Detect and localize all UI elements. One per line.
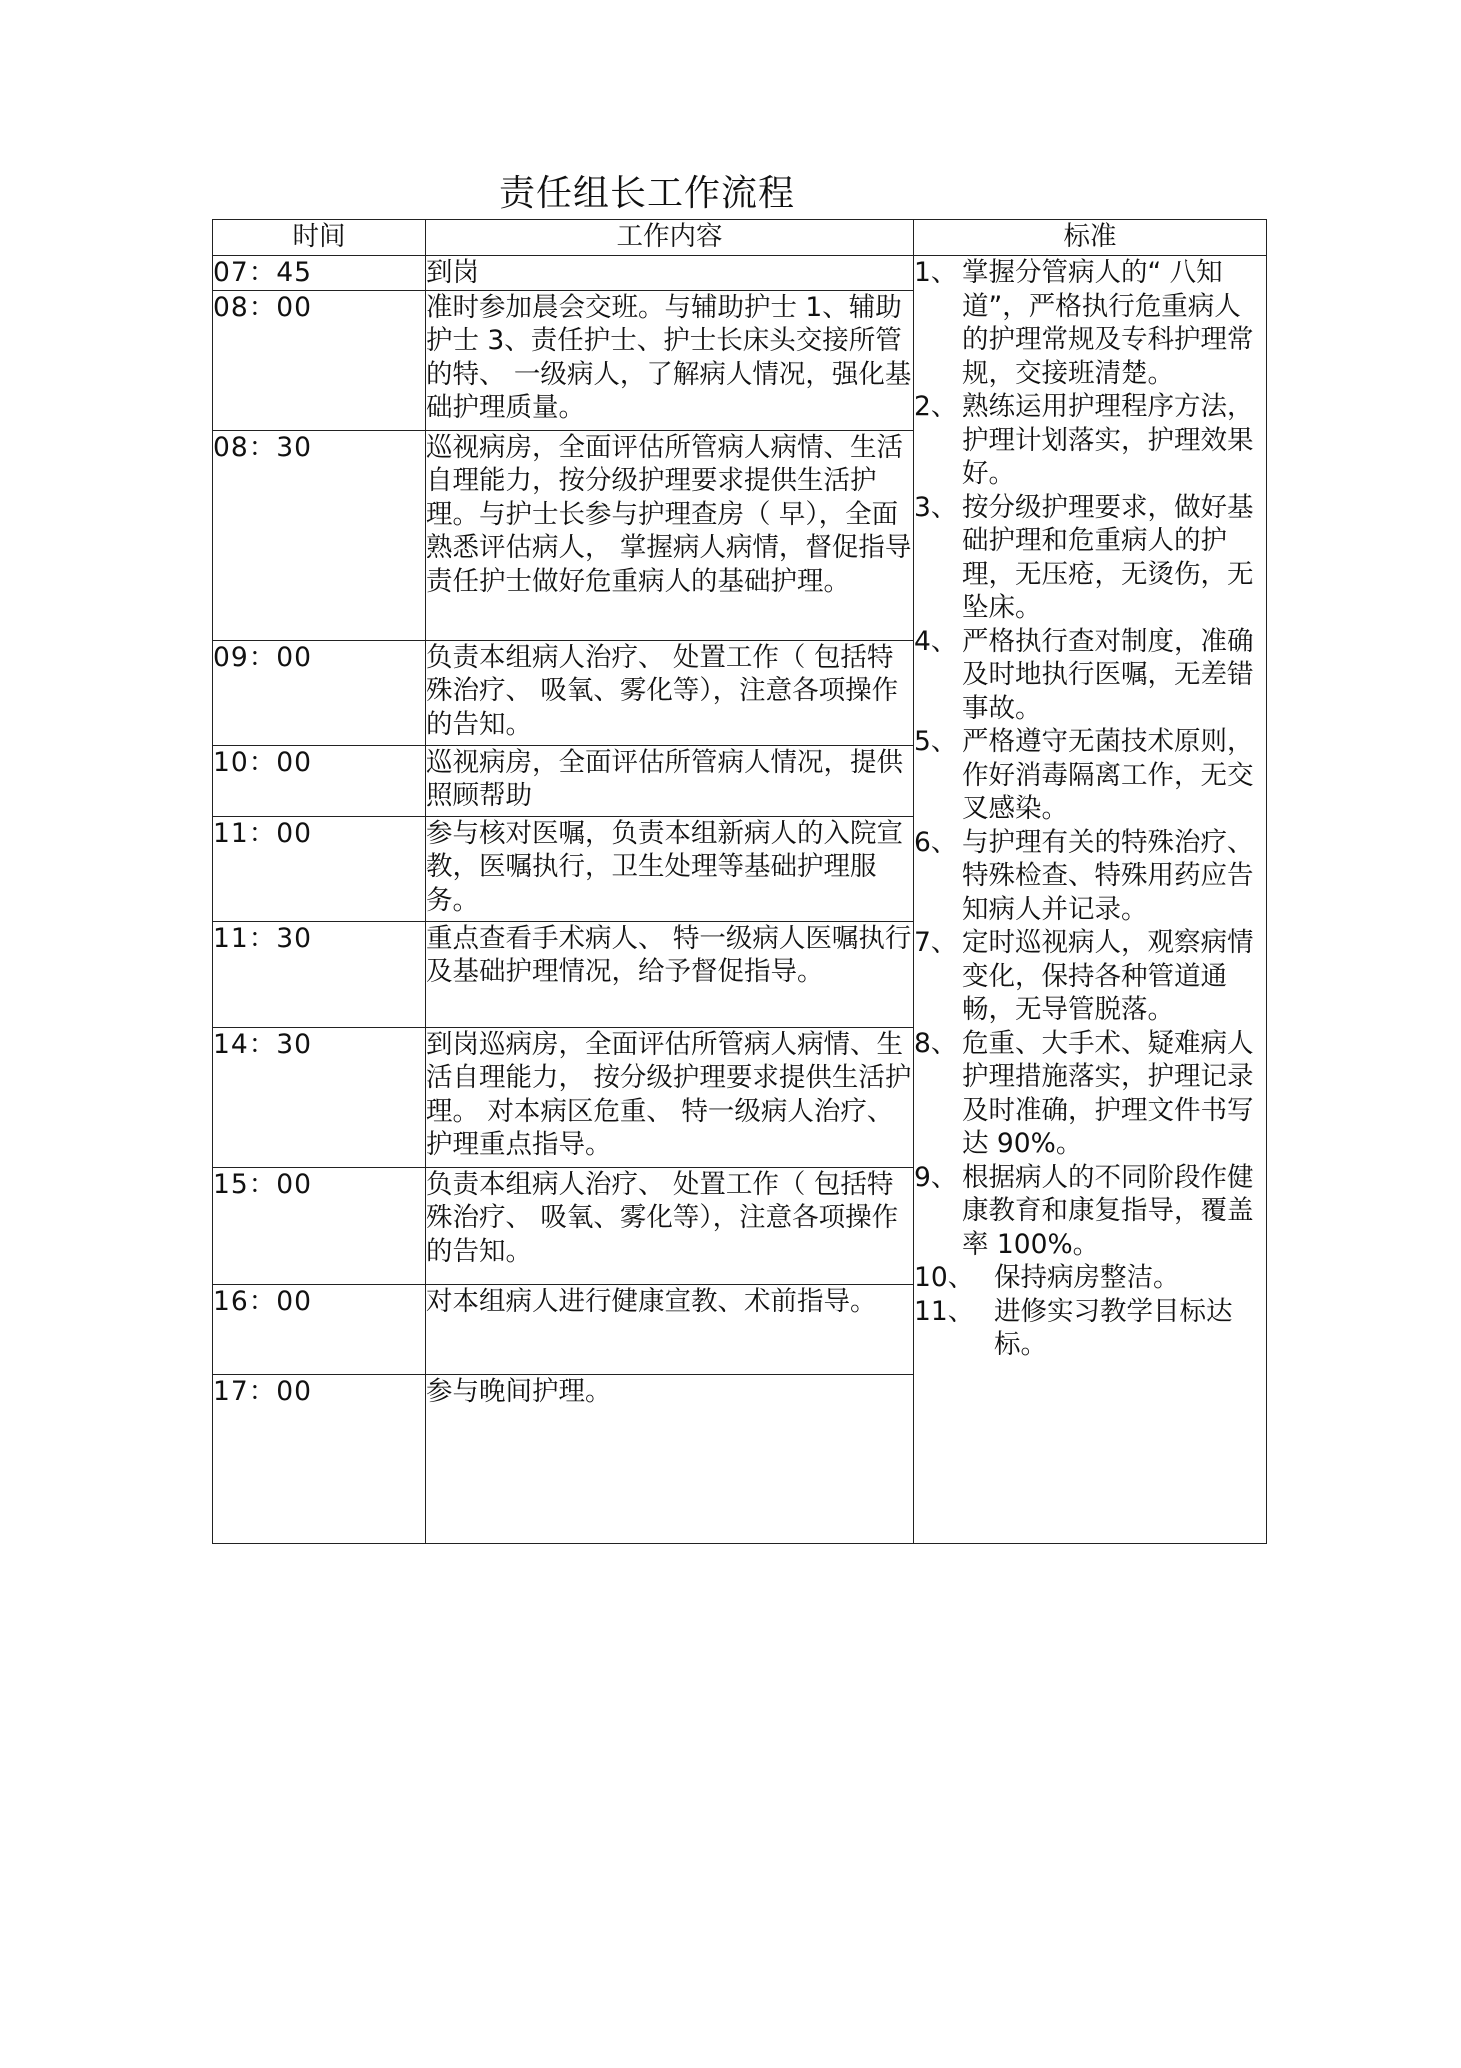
time-cell: 15：00 xyxy=(213,1167,426,1284)
content-cell: 巡视病房，全面评估所管病人情况，提供照顾帮助 xyxy=(426,745,914,816)
workflow-table xyxy=(212,219,1267,1544)
content-cell: 负责本组病人治疗、 处置工作（ 包括特殊治疗、 吸氧、雾化等），注意各项操作的告知。 xyxy=(426,1167,914,1284)
standard-text: 定时巡视病人，观察病情变化，保持各种管道通畅，无导管脱落。 xyxy=(962,927,1254,1025)
list-item xyxy=(914,491,1266,625)
standard-text: 保持病房整洁。 xyxy=(994,1262,1180,1293)
document-title: 责任组长工作流程 xyxy=(499,173,796,214)
time-cell: 14：30 xyxy=(213,1027,426,1167)
standard-number: 2、 xyxy=(914,391,958,422)
standard-number: 9、 xyxy=(914,1161,958,1193)
time-cell: 08：30 xyxy=(213,430,426,640)
content-cell: 重点查看手术病人、 特一级病人医嘱执行及基础护理情况，给予督促指导。 xyxy=(426,921,914,1027)
list-item xyxy=(914,1261,1266,1295)
header-standard: 标准 xyxy=(914,220,1267,256)
content-cell: 准时参加晨会交班。与辅助护士 1、辅助护士 3、责任护士、护士长床头交接所管的特、 一级病人，了解病人情况，强化基础护理质量。 xyxy=(426,290,914,430)
standard-text: 熟练运用护理程序方法，护理计划落实，护理效果好。 xyxy=(962,391,1254,489)
standard-text: 按分级护理要求，做好基础护理和危重病人的护理，无压疮，无烫伤，无坠床。 xyxy=(962,491,1254,623)
standard-number: 1、 xyxy=(914,257,958,288)
time-cell: 11：30 xyxy=(213,921,426,1027)
standard-text: 严格遵守无菌技术原则，作好消毒隔离工作，无交叉感染。 xyxy=(962,726,1254,824)
standards-cell xyxy=(914,256,1267,1544)
header-time: 时间 xyxy=(213,220,426,256)
standard-number: 11、 xyxy=(914,1295,975,1327)
content-cell: 巡视病房，全面评估所管病人病情、生活自理能力，按分级护理要求提供生活护理。与护士长参与护理查房（ 早），全面熟悉评估病人， 掌握病人病情，督促指导责任护士做好危重病人的基础护理。 xyxy=(426,430,914,640)
table-row xyxy=(213,256,1267,291)
standards-list xyxy=(914,256,1266,1362)
list-item xyxy=(914,1027,1266,1161)
time-cell: 09：00 xyxy=(213,640,426,745)
list-item xyxy=(914,625,1266,726)
standard-text: 危重、大手术、疑难病人护理措施落实，护理记录及时准确，护理文件书写达 90%。 xyxy=(962,1027,1254,1159)
list-item xyxy=(914,725,1266,826)
content-cell: 参与核对医嘱，负责本组新病人的入院宣教，医嘱执行，卫生处理等基础护理服务。 xyxy=(426,816,914,921)
time-cell: 17：00 xyxy=(213,1374,426,1543)
table-header-row xyxy=(213,220,1267,256)
standard-text: 进修实习教学目标达标。 xyxy=(994,1295,1233,1360)
list-item xyxy=(914,256,1266,390)
list-item xyxy=(914,390,1266,491)
time-cell: 07：45 xyxy=(213,256,426,291)
standard-text: 掌握分管病人的“ 八知道”，严格执行危重病人的护理常规及专科护理常规，交接班清楚。 xyxy=(962,257,1254,389)
list-item xyxy=(914,926,1266,1027)
standard-number: 8、 xyxy=(914,1027,958,1059)
standard-number: 10、 xyxy=(914,1262,975,1293)
standard-text: 与护理有关的特殊治疗、特殊检查、特殊用药应告知病人并记录。 xyxy=(962,826,1254,925)
header-content: 工作内容 xyxy=(426,220,914,256)
time-cell: 10：00 xyxy=(213,745,426,816)
list-item xyxy=(914,826,1266,927)
content-cell: 到岗巡病房，全面评估所管病人病情、生活自理能力， 按分级护理要求提供生活护理。 对本病区危重、 特一级病人治疗、护理重点指导。 xyxy=(426,1027,914,1167)
standard-number: 7、 xyxy=(914,927,958,958)
time-cell: 11：00 xyxy=(213,816,426,921)
list-item xyxy=(914,1295,1266,1362)
standard-number: 4、 xyxy=(914,625,958,657)
standard-number: 5、 xyxy=(914,726,958,757)
content-cell: 参与晚间护理。 xyxy=(426,1374,914,1543)
content-cell: 到岗 xyxy=(426,256,914,291)
time-cell: 16：00 xyxy=(213,1284,426,1374)
time-cell: 08：00 xyxy=(213,290,426,430)
content-cell: 对本组病人进行健康宣教、术前指导。 xyxy=(426,1284,914,1374)
standard-number: 6、 xyxy=(914,826,958,858)
standard-text: 根据病人的不同阶段作健康教育和康复指导，覆盖率 100%。 xyxy=(962,1161,1254,1260)
standard-text: 严格执行查对制度，准确及时地执行医嘱，无差错事故。 xyxy=(962,625,1254,724)
list-item xyxy=(914,1161,1266,1262)
content-cell: 负责本组病人治疗、 处置工作（ 包括特殊治疗、 吸氧、雾化等），注意各项操作的告知。 xyxy=(426,640,914,745)
standard-number: 3、 xyxy=(914,491,958,523)
